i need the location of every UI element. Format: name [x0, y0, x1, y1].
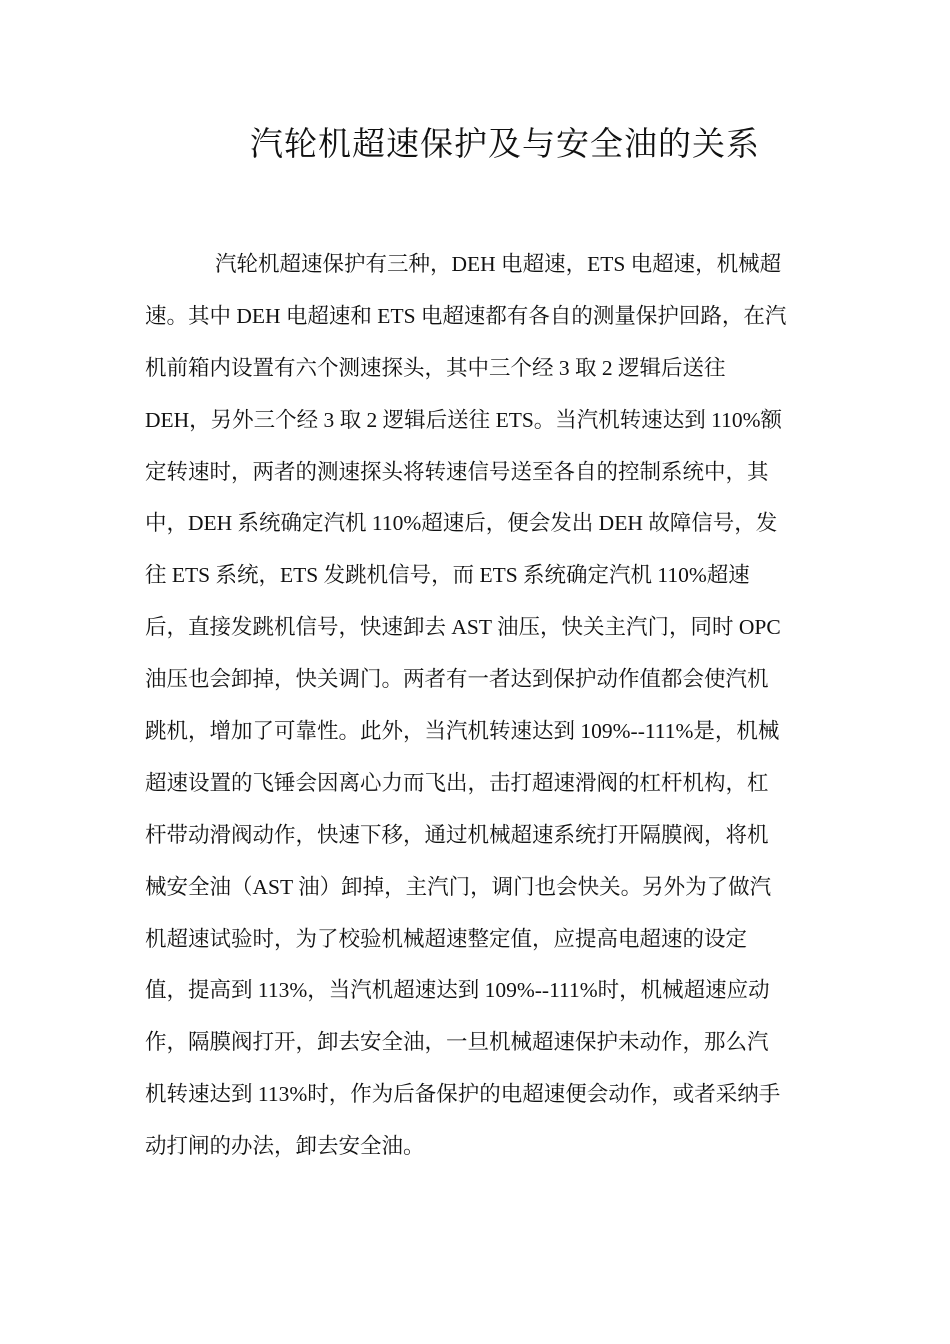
paragraph-line: 往 ETS 系统，ETS 发跳机信号，而 ETS 系统确定汽机 110%超速 — [145, 563, 750, 588]
paragraph-line: 械安全油（AST 油）卸掉，主汽门，调门也会快关。另外为了做汽 — [145, 874, 772, 899]
paragraph-line: 油压也会卸掉，快关调门。两者有一者达到保护动作值都会使汽机 — [145, 667, 769, 692]
paragraph-line: 机转速达到 113%时，作为后备保护的电超速便会动作，或者采纳手 — [145, 1082, 781, 1107]
paragraph-line: 汽轮机超速保护有三种，DEH 电超速，ETS 电超速，机械超 — [215, 252, 782, 276]
paragraph-line: 速。其中 DEH 电超速和 ETS 电超速都有各自的测量保护回路，在汽 — [145, 303, 787, 328]
paragraph-line: 中，DEH 系统确定汽机 110%超速后，便会发出 DEH 故障信号，发 — [145, 511, 778, 536]
paragraph-line: 动打闸的办法，卸去安全油。 — [145, 1134, 425, 1159]
paragraph-line: DEH，另外三个经 3 取 2 逻辑后送往 ETS。当汽机转速达到 110%额 — [145, 407, 783, 432]
paragraph-line: 跳机，增加了可靠性。此外，当汽机转速达到 109%--111%是，机械 — [145, 719, 780, 744]
paragraph-line: 超速设置的飞锤会因离心力而飞出，击打超速滑阀的杠杆机构，杠 — [145, 770, 769, 795]
paragraph-line: 机超速试验时，为了校验机械超速整定值，应提高电超速的设定 — [145, 926, 748, 951]
paragraph-line: 定转速时，两者的测速探头将转速信号送至各自的控制系统中，其 — [145, 459, 769, 484]
paragraph-line: 后，直接发跳机信号，快速卸去 AST 油压，快关主汽门，同时 OPC — [145, 615, 781, 640]
paragraph-line: 值，提高到 113%，当汽机超速达到 109%--111%时，机械超速应动 — [145, 978, 770, 1003]
paragraph-line: 杆带动滑阀动作，快速下移，通过机械超速系统打开隔膜阀，将机 — [145, 822, 769, 847]
paragraph-line: 机前箱内设置有六个测速探头，其中三个经 3 取 2 逻辑后送往 — [145, 355, 726, 380]
document-title: 汽轮机超速保护及与安全油的关系 — [250, 124, 760, 163]
body-paragraph — [145, 246, 807, 1180]
paragraph-line: 作，隔膜阀打开，卸去安全油，一旦机械超速保护未动作，那么汽 — [145, 1030, 769, 1055]
